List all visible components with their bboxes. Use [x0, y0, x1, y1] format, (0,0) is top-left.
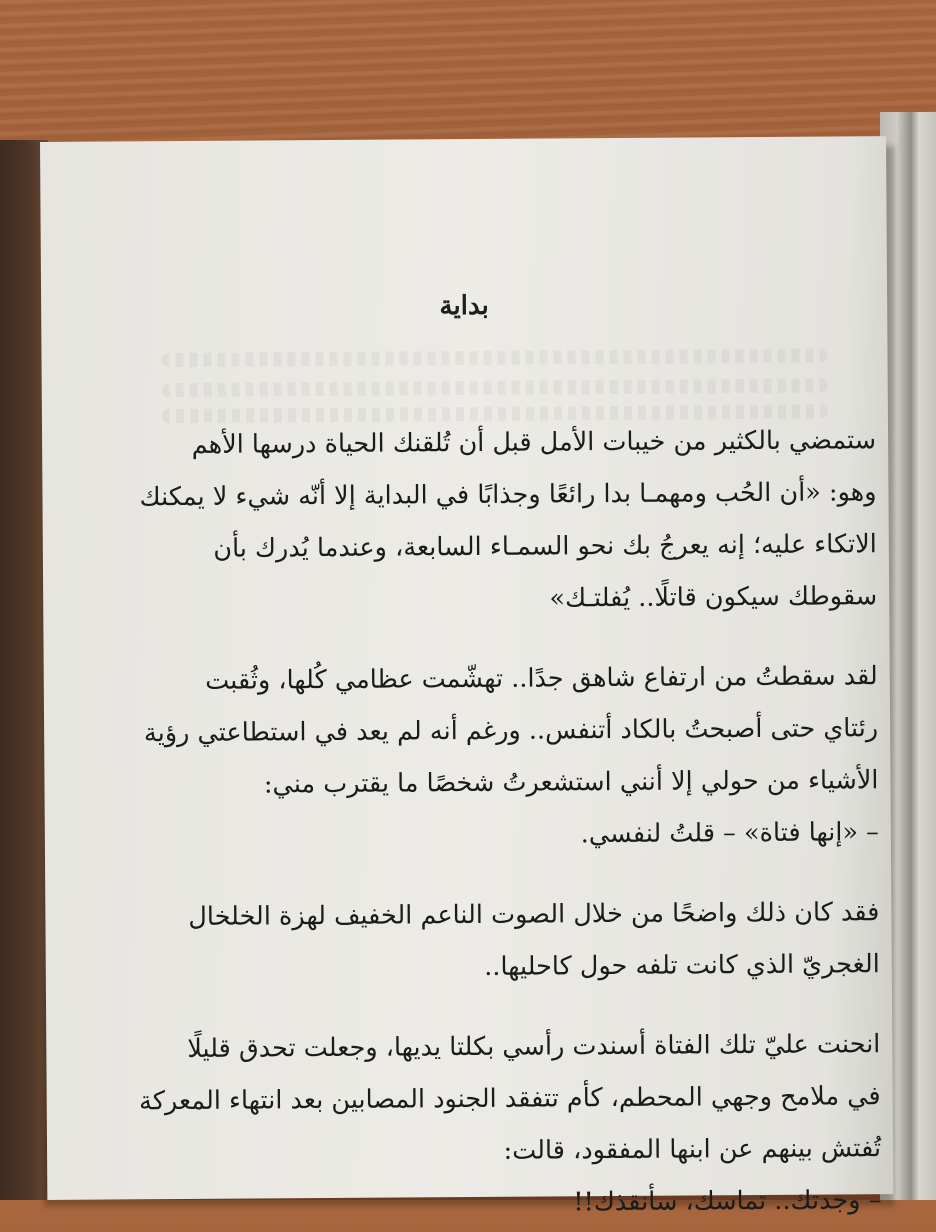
show-through-text	[162, 379, 828, 398]
text-line: – «إنها فتاة» – قلتُ لنفسي.	[580, 817, 879, 850]
book-page	[40, 136, 893, 1218]
paragraph-3	[63, 886, 886, 996]
text-line: تُفتش بينهم عن ابنها المفقود، قالت:	[503, 1133, 882, 1166]
text-line: الاتكاء عليه؛ إنه يعرجُ بك نحو السمـاء السابعة، وعندما يُدرك بأن	[213, 529, 877, 564]
wooden-desk-background	[0, 0, 936, 145]
text-line: الأشياء من حولي إلا أنني استشعرتُ شخصًا ما يقترب مني:	[263, 765, 879, 800]
text-line: الغجريّ الذي كانت تلفه حول كاحليها..	[484, 949, 880, 982]
show-through-text	[161, 349, 827, 368]
paragraph-1	[60, 414, 883, 628]
text-line: رئتاي حتى أصبحتُ بالكاد أتنفس.. ورغم أنه لم يعد في استطاعتي رؤية	[143, 713, 879, 749]
paragraph-2	[62, 650, 885, 864]
text-line: – وجدتك.. تماسك، سأنقذك!!	[573, 1185, 882, 1218]
text-line: انحنت عليّ تلك الفتاة أسندت رأسي بكلتا يديها، وجعلت تحدق قليلًا	[187, 1029, 881, 1064]
text-line: في ملامح وجهي المحطم، كأم تتفقد الجنود المصابين بعد انتهاء المعركة	[138, 1081, 881, 1117]
text-line: فقد كان ذلك واضحًا من خلال الصوت الناعم الخفيف لهزة الخلخال	[188, 897, 880, 932]
text-line: وهو: «أن الحُب ومهمـا بدا رائعًا وجذابًا في البداية إلا أنّه شيء لا يمكنك	[139, 477, 877, 513]
paragraph-4	[64, 1018, 887, 1232]
text-line: لقد سقطتُ من ارتفاع شاهق جدًا.. تهشّمت عظامي كُلها، وثُقبت	[205, 661, 878, 696]
text-line: ستمضي بالكثير من خيبات الأمل قبل أن تُلقنك الحياة درسها الأهم	[191, 425, 877, 460]
chapter-title: بداية	[439, 290, 489, 322]
body-text	[60, 414, 888, 1232]
text-line: سقوطك سيكون قاتلًا.. يُفلتـك»	[549, 581, 878, 614]
